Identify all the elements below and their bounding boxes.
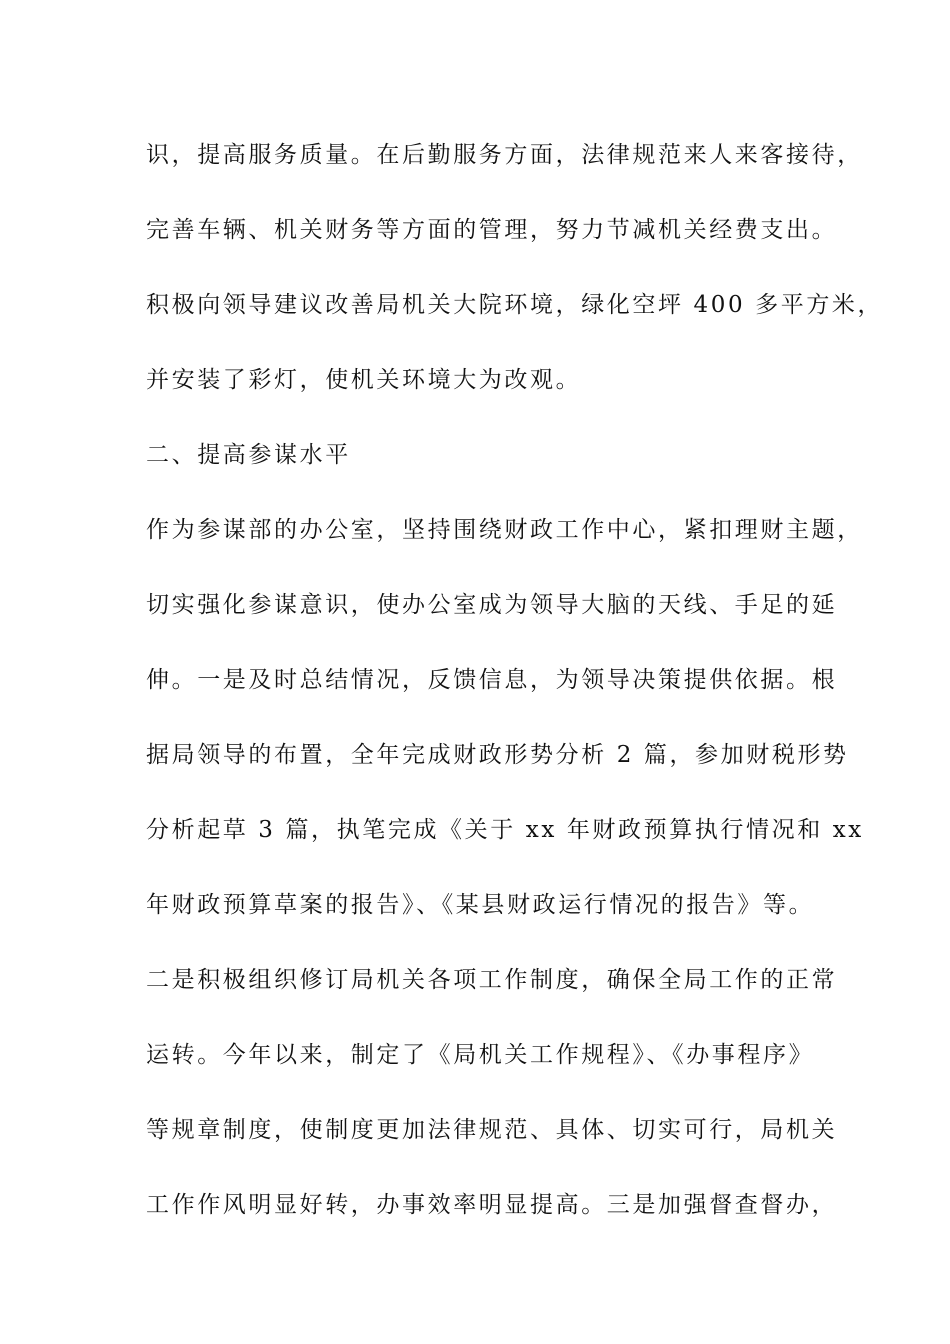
body-text-line: 并安装了彩灯，使机关环境大为改观。 bbox=[146, 367, 582, 393]
body-text-line: 作为参谋部的办公室，坚持围绕财政工作中心，紧扣理财主题， bbox=[146, 517, 863, 543]
body-text-line: 积极向领导建议改善局机关大院环境，绿化空坪 400 多平方米， bbox=[146, 292, 884, 318]
body-text-line: 分析起草 3 篇，执笔完成《关于 xx 年财政预算执行情况和 xx bbox=[146, 817, 864, 843]
body-text-line: 据局领导的布置，全年完成财政形势分析 2 篇，参加财税形势 bbox=[146, 742, 849, 768]
body-text-line: 等规章制度，使制度更加法律规范、具体、切实可行，局机关 bbox=[146, 1117, 838, 1143]
body-text-line: 工作作风明显好转，办事效率明显提高。三是加强督查督办， bbox=[146, 1192, 838, 1218]
body-text-line: 二是积极组织修订局机关各项工作制度，确保全局工作的正常 bbox=[146, 967, 838, 993]
body-text-line: 识，提高服务质量。在后勤服务方面，法律规范来人来客接待， bbox=[146, 142, 863, 168]
body-text-line: 伸。一是及时总结情况，反馈信息，为领导决策提供依据。根 bbox=[146, 667, 838, 693]
body-text-line: 年财政预算草案的报告》、《某县财政运行情况的报告》等。 bbox=[146, 892, 815, 918]
body-text-line: 切实强化参谋意识，使办公室成为领导大脑的天线、手足的延 bbox=[146, 592, 838, 618]
body-text-line: 运转。今年以来，制定了《局机关工作规程》、《办事程序》 bbox=[146, 1042, 815, 1068]
body-text-line: 完善车辆、机关财务等方面的管理，努力节减机关经费支出。 bbox=[146, 217, 838, 243]
section-heading: 二、提高参谋水平 bbox=[146, 442, 351, 468]
